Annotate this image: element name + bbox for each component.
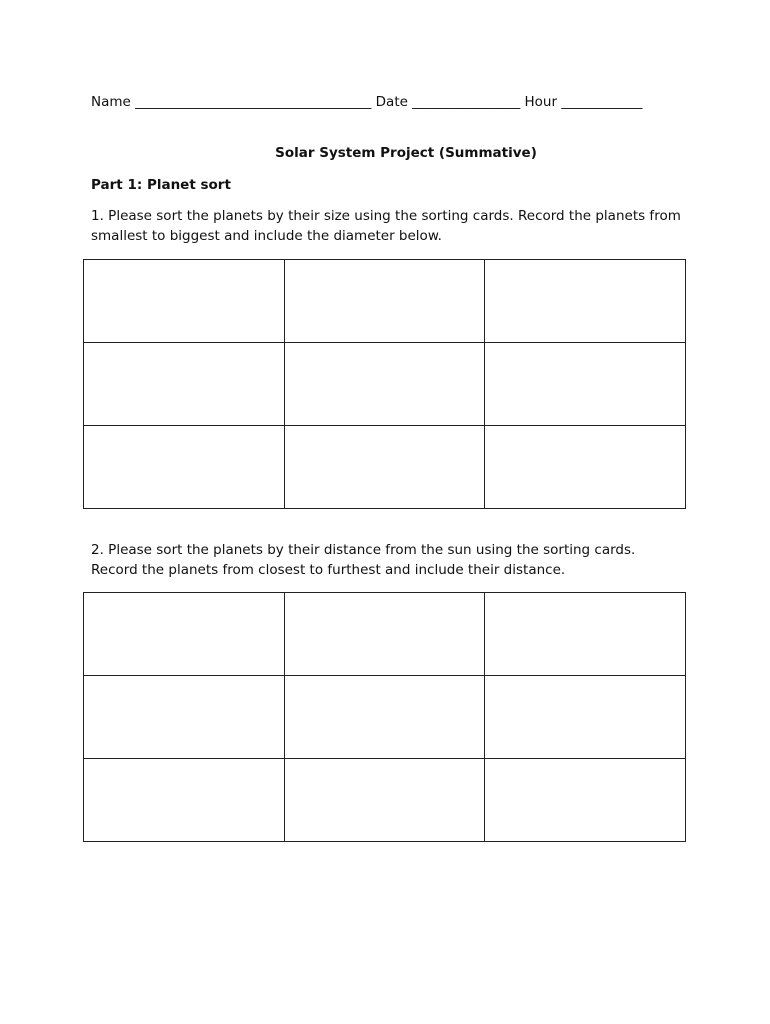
- grid-cell[interactable]: [284, 426, 485, 509]
- grid-cell[interactable]: [284, 676, 485, 759]
- grid-cell[interactable]: [284, 260, 485, 343]
- page-title: Solar System Project (Summative): [275, 145, 537, 161]
- grid-cell[interactable]: [84, 759, 285, 842]
- grid-cell[interactable]: [84, 676, 285, 759]
- table-row: [84, 260, 686, 343]
- grid-cell[interactable]: [485, 759, 686, 842]
- distance-sort-grid: [83, 592, 686, 842]
- part-1-heading: Part 1: Planet sort: [91, 177, 231, 193]
- grid-cell[interactable]: [284, 759, 485, 842]
- grid-cell[interactable]: [84, 593, 285, 676]
- grid-cell[interactable]: [84, 343, 285, 426]
- grid-cell[interactable]: [284, 593, 485, 676]
- table-row: [84, 426, 686, 509]
- table-row: [84, 676, 686, 759]
- table-row: [84, 343, 686, 426]
- grid-cell[interactable]: [84, 260, 285, 343]
- grid-cell[interactable]: [284, 343, 485, 426]
- grid-cell[interactable]: [84, 426, 285, 509]
- grid-cell[interactable]: [485, 260, 686, 343]
- grid-cell[interactable]: [485, 676, 686, 759]
- grid-cell[interactable]: [485, 426, 686, 509]
- grid-cell[interactable]: [485, 343, 686, 426]
- table-row: [84, 759, 686, 842]
- question-1-text: 1. Please sort the planets by their size using the sorting cards. Record the planets from smallest to biggest and include the diameter below.: [91, 208, 681, 244]
- size-sort-grid: [83, 259, 686, 509]
- name-date-hour-line: Name ___________________________________ Date ________________ Hour ____________: [91, 94, 643, 110]
- table-row: [84, 593, 686, 676]
- grid-cell[interactable]: [485, 593, 686, 676]
- question-2-text: 2. Please sort the planets by their distance from the sun using the sorting cards. Record the planets from closest to furthest and include their distance.: [91, 542, 636, 578]
